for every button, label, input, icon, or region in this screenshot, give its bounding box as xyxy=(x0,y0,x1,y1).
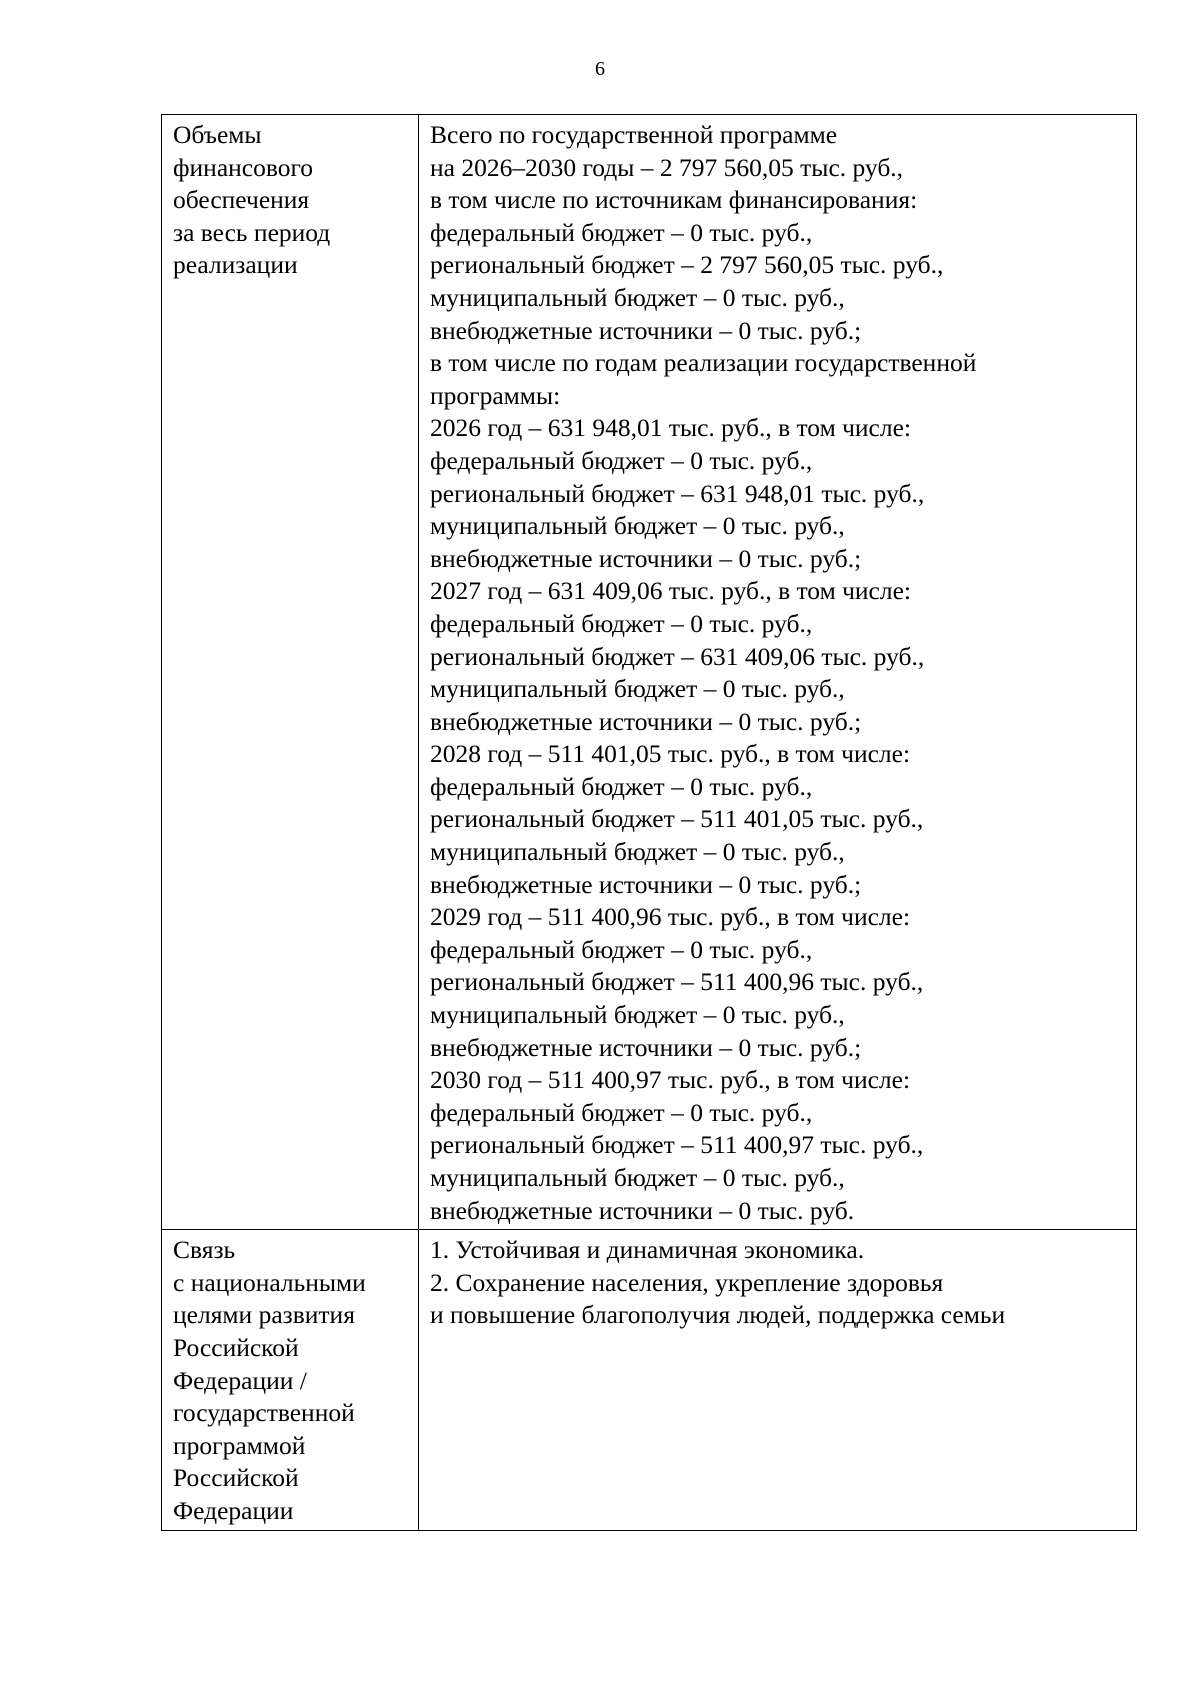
content-line: Всего по государственной программе xyxy=(430,120,838,149)
label-line: государственной xyxy=(173,1398,355,1428)
content-line: 1. Устойчивая и динамичная экономика. xyxy=(430,1235,865,1265)
label-line: с национальными xyxy=(173,1267,366,1297)
content-line: муниципальный бюджет – 0 тыс. руб., xyxy=(430,1000,845,1030)
content-line: федеральный бюджет – 0 тыс. руб., xyxy=(430,445,813,475)
table-row-financing xyxy=(162,115,1137,1230)
content-line: региональный бюджет – 2 797 560,05 тыс. руб., xyxy=(430,250,944,280)
content-line: федеральный бюджет – 0 тыс. руб., xyxy=(430,608,813,638)
content-line: в том числе по годам реализации государственной xyxy=(430,348,977,378)
content-line: 2027 год – 631 409,06 тыс. руб., в том числе: xyxy=(430,576,912,606)
content-line: в том числе по источникам финансирования: xyxy=(430,185,918,215)
label-line: целями развития xyxy=(173,1300,355,1330)
content-line: муниципальный бюджет – 0 тыс. руб., xyxy=(430,1163,845,1192)
label-line: обеспечения xyxy=(173,185,310,215)
content-line: и повышение благополучия людей, поддержка семьи xyxy=(430,1300,1006,1330)
content-line: 2030 год – 511 400,97 тыс. руб., в том числе: xyxy=(430,1065,911,1095)
page-number: 6 xyxy=(595,58,605,80)
label-line: Объемы xyxy=(173,120,262,149)
content-line: внебюджетные источники – 0 тыс. руб.; xyxy=(430,1032,862,1062)
content-line: муниципальный бюджет – 0 тыс. руб., xyxy=(430,282,845,312)
content-line: федеральный бюджет – 0 тыс. руб., xyxy=(430,217,813,247)
row-content-national-goals xyxy=(419,1230,1137,1530)
program-passport-table xyxy=(161,114,1137,1531)
label-line: Российской xyxy=(173,1332,299,1362)
content-line: внебюджетные источники – 0 тыс. руб.; xyxy=(430,315,862,345)
row-label-financing xyxy=(162,115,419,1230)
row-content-financing xyxy=(419,115,1137,1230)
content-line: на 2026–2030 годы – 2 797 560,05 тыс. руб., xyxy=(430,152,904,182)
content-line: внебюджетные источники – 0 тыс. руб.; xyxy=(430,706,862,736)
content-line: региональный бюджет – 511 401,05 тыс. руб., xyxy=(430,804,924,834)
label-line: реализации xyxy=(173,250,298,280)
row-label-national-goals xyxy=(162,1230,419,1530)
content-line: внебюджетные источники – 0 тыс. руб. xyxy=(430,1195,855,1225)
content-line: региональный бюджет – 631 948,01 тыс. руб., xyxy=(430,478,925,508)
content-line: внебюджетные источники – 0 тыс. руб.; xyxy=(430,543,862,573)
content-line: программы: xyxy=(430,380,561,410)
label-line: финансового xyxy=(173,152,314,182)
label-line: Связь xyxy=(173,1235,236,1265)
content-line: муниципальный бюджет – 0 тыс. руб., xyxy=(430,837,845,867)
content-line: муниципальный бюджет – 0 тыс. руб., xyxy=(430,674,845,704)
content-line: федеральный бюджет – 0 тыс. руб., xyxy=(430,934,813,964)
content-line: федеральный бюджет – 0 тыс. руб., xyxy=(430,771,813,801)
label-line: Федерации xyxy=(173,1495,294,1525)
content-line: 2028 год – 511 401,05 тыс. руб., в том числе: xyxy=(430,739,911,769)
label-line: программой xyxy=(173,1430,306,1460)
content-line: региональный бюджет – 631 409,06 тыс. руб., xyxy=(430,641,925,671)
content-line: 2029 год – 511 400,96 тыс. руб., в том числе: xyxy=(430,902,911,932)
label-line: за весь период xyxy=(173,217,331,247)
content-line: 2. Сохранение населения, укрепление здоровья xyxy=(430,1267,944,1297)
table-row-national-goals xyxy=(162,1230,1137,1530)
content-line: внебюджетные источники – 0 тыс. руб.; xyxy=(430,869,862,899)
label-line: Федерации / xyxy=(173,1365,307,1395)
label-line: Российской xyxy=(173,1463,299,1493)
content-line: 2026 год – 631 948,01 тыс. руб., в том числе: xyxy=(430,413,912,443)
content-line: региональный бюджет – 511 400,96 тыс. руб., xyxy=(430,967,924,997)
content-line: региональный бюджет – 511 400,97 тыс. руб., xyxy=(430,1130,924,1160)
content-line: федеральный бюджет – 0 тыс. руб., xyxy=(430,1097,813,1127)
content-line: муниципальный бюджет – 0 тыс. руб., xyxy=(430,511,845,541)
